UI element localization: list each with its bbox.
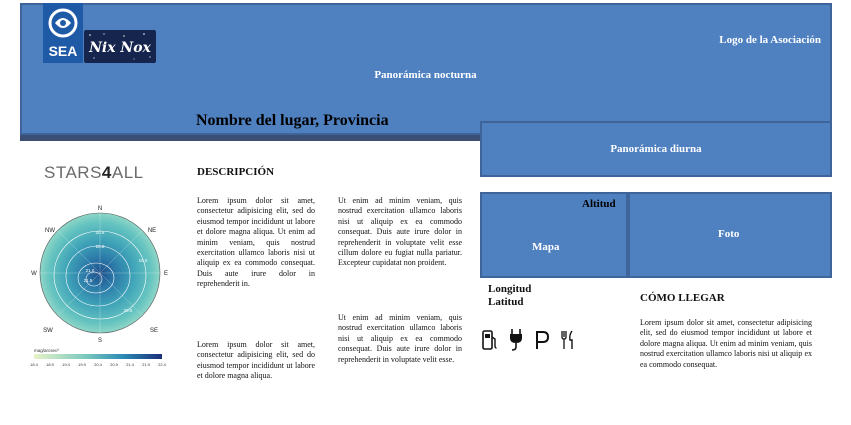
sky-isoline-label: 20.0 <box>123 308 133 313</box>
sky-colorbar-tick: 21.9 <box>142 362 150 367</box>
sky-isoline-label: 19.5 <box>138 258 148 263</box>
night-panorama-label: Panorámica nocturna <box>374 69 477 81</box>
sky-brightness-map <box>28 200 178 375</box>
sky-colorbar-tick: 20.9 <box>110 362 118 367</box>
nixnox-stars-icon <box>84 30 156 63</box>
directions-text: Lorem ipsum dolor sit amet, consectetur adipisicing elit, sed do eiusmod tempor incididunt ut labore et dolore magna aliqua. Ut enim ad minim veniam, quis nostrud exercitation ullamco laboris nisi ut aliquip ex ea commodo consequat. <box>640 318 812 369</box>
photo-label: Foto <box>718 228 740 240</box>
nixnox-logo <box>84 30 156 63</box>
description-col2-paragraph2: Ut enim ad minim veniam, quis nostrud exercitation ullamco laboris nisi ut aliquip ex ea commodo consequat. Duis aute irure dolor in reprehenderit in voluptate velit esse. <box>338 313 462 364</box>
sky-colorbar-tick: 19.4 <box>62 362 70 367</box>
sea-swirl-icon <box>43 3 83 63</box>
sky-colorbar-ticks <box>30 362 167 367</box>
nixnox-logo-text: Nix Nox <box>89 40 151 56</box>
sky-colorbar-title: mag/arcsec² <box>34 348 59 353</box>
sky-dir-nw: NW <box>45 228 55 234</box>
sky-colorbar-tick: 20.4 <box>94 362 102 367</box>
services-icons <box>482 328 576 352</box>
description-col2-paragraph1: Ut enim ad minim veniam, quis nostrud exercitation ullamco laboris nisi ut aliquip ex ea commodo consequat. Duis aute irure dolor in reprehenderit in voluptate velit esse cillum dolore eu fugiat nulla pariatur. Excepteur cupidatat non proident. <box>338 196 462 268</box>
sky-dir-sw: SW <box>43 328 53 334</box>
sky-isoline-label: 20.0 <box>95 244 105 249</box>
stars4all-logo <box>44 163 144 183</box>
longitude-label: Longitud <box>488 283 532 295</box>
day-panorama-box <box>480 121 832 177</box>
sky-colorbar <box>34 354 162 359</box>
sky-dir-se: SE <box>149 328 159 334</box>
association-logo-placeholder: Logo de la Asociación <box>719 34 821 46</box>
sky-dir-s: S <box>97 338 103 344</box>
sky-dir-n: N <box>97 206 103 212</box>
sky-isoline-label: 20.5 <box>95 230 105 235</box>
sky-colorbar-tick: 22.4 <box>158 362 166 367</box>
altitude-label: Altitud <box>582 198 616 210</box>
sky-isoline-label: 21.5 <box>83 278 93 283</box>
sky-colorbar-tick: 18.9 <box>46 362 54 367</box>
sky-dir-w: W <box>31 271 37 277</box>
description-col1-paragraph1: Lorem ipsum dolor sit amet, consectetur adipisicing elit, sed do eiusmod tempor incididunt ut labore et dolore magna aliqua. Ut enim ad minim veniam, quis nostrud exercitation ullamco laboris nisi ut aliquip ex ea commodo consequat. Duis aute irure dolor in reprehenderit in. <box>197 196 315 289</box>
stars4all-logo-part1: STARS <box>44 163 102 182</box>
sky-colorbar-tick: 21.4 <box>126 362 134 367</box>
sky-colorbar-tick: 18.4 <box>30 362 38 367</box>
day-panorama-label: Panorámica diurna <box>610 143 702 155</box>
place-title: Nombre del lugar, Provincia <box>196 112 389 129</box>
restaurant-icon <box>560 329 576 351</box>
sky-colorbar-tick: 19.9 <box>78 362 86 367</box>
ev-charger-icon <box>508 328 524 352</box>
sea-logo-text: SEA <box>48 43 78 59</box>
stars4all-logo-part2: 4 <box>101 163 112 182</box>
latitude-label: Latitud <box>488 296 524 308</box>
directions-heading: CÓMO LLEGAR <box>640 292 725 304</box>
map-label: Mapa <box>532 241 560 253</box>
sky-isoline-label: 21.0 <box>85 268 95 273</box>
parking-icon <box>534 329 550 351</box>
description-heading: DESCRIPCIÓN <box>197 166 275 178</box>
sky-dir-ne: NE <box>147 228 157 234</box>
sky-dir-e: E <box>163 271 169 277</box>
fuel-icon <box>482 329 498 351</box>
description-col1-paragraph2: Lorem ipsum dolor sit amet, consectetur adipisicing elit, sed do eiusmod tempor incididunt ut labore et dolore magna aliqua. <box>197 340 315 381</box>
stars4all-logo-part3: ALL <box>111 163 144 182</box>
sea-logo <box>43 3 83 63</box>
coordinates <box>488 283 531 309</box>
